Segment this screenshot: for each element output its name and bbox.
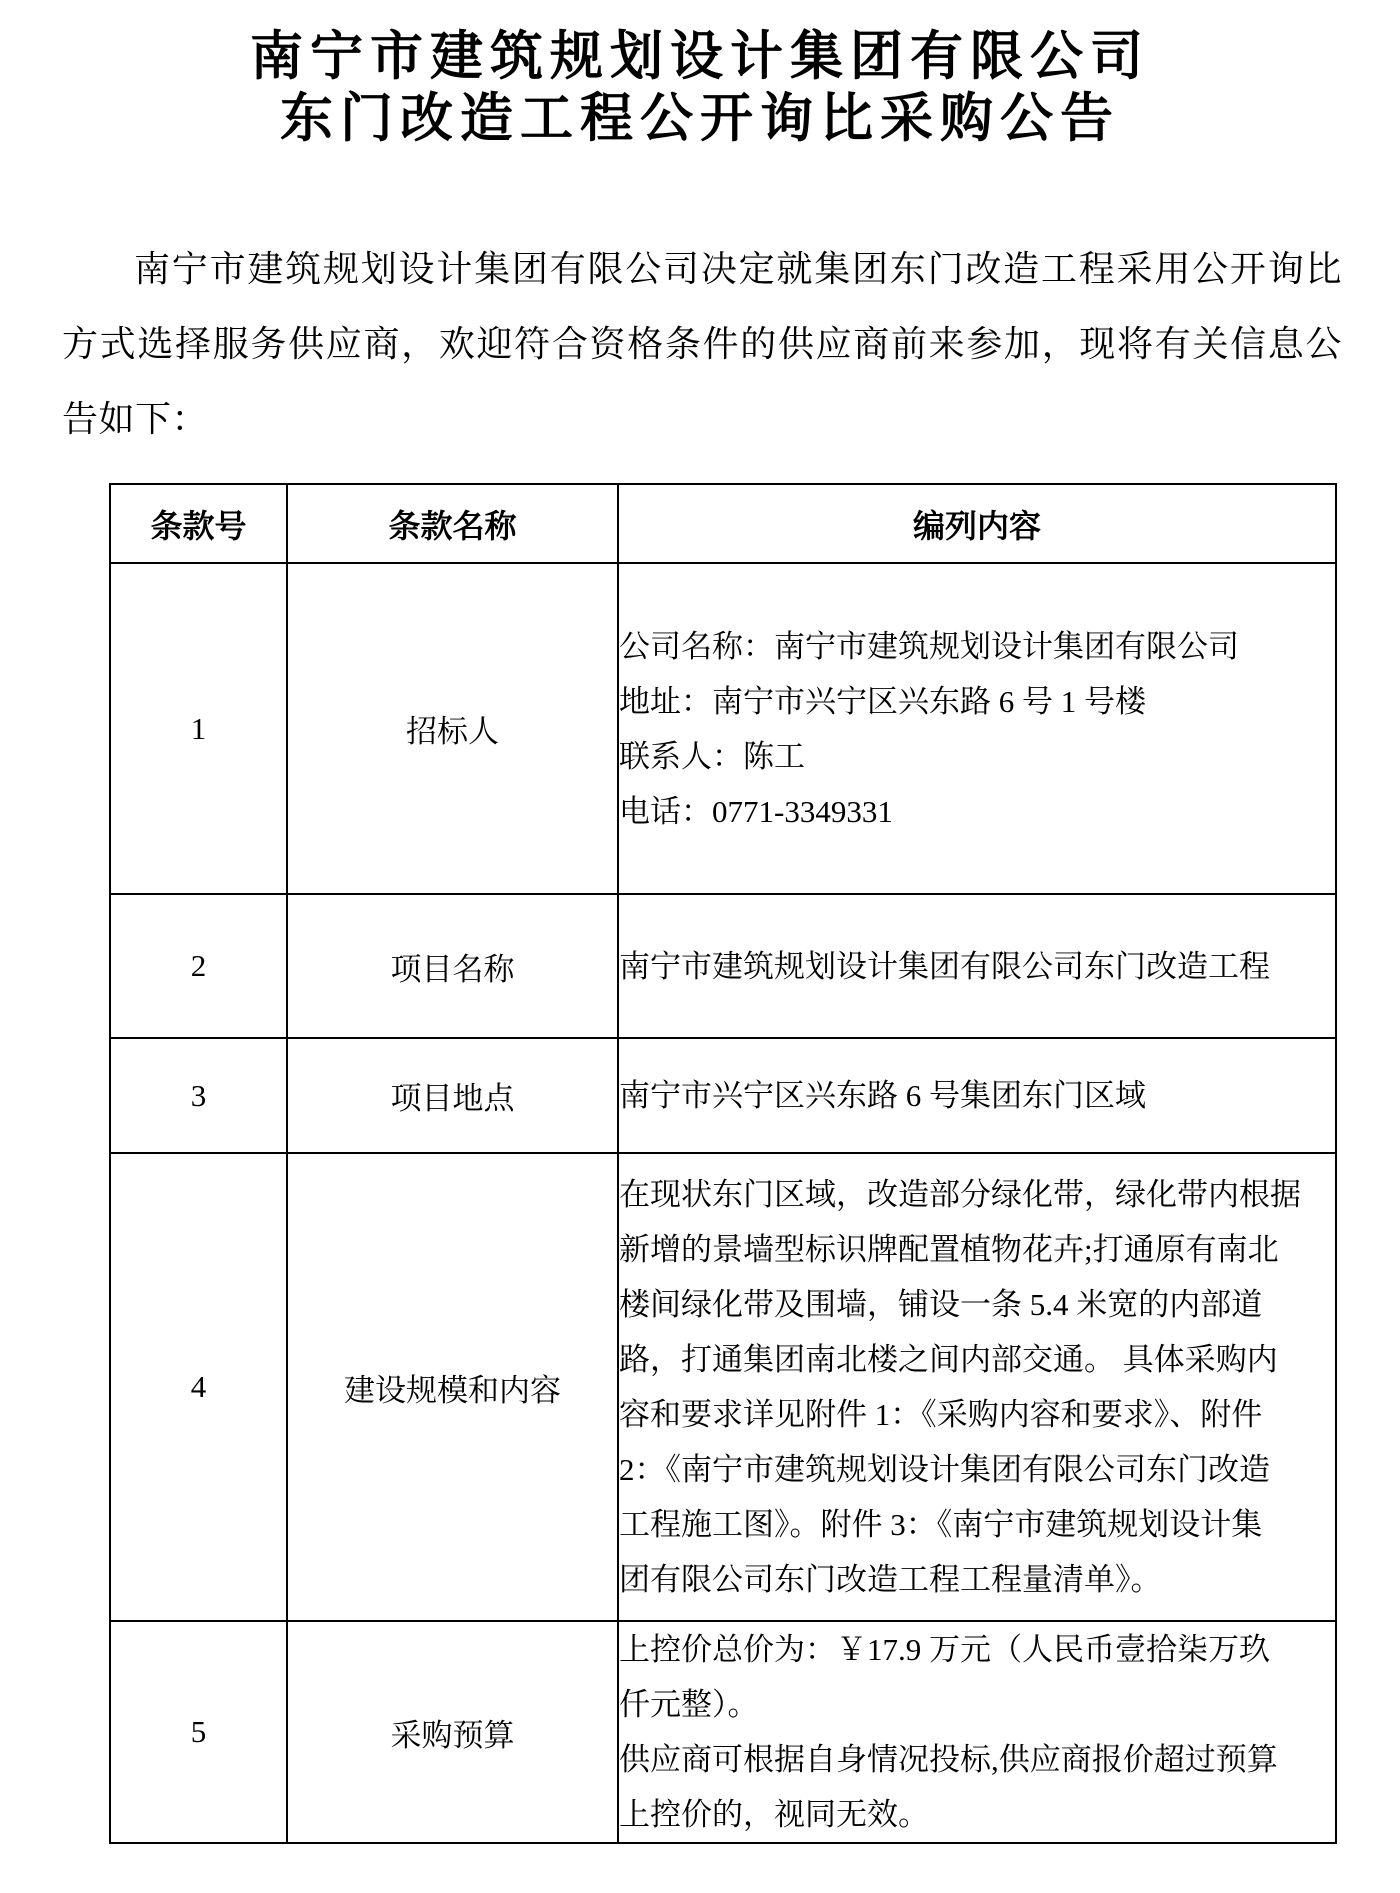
- intro-line: 方式选择服务供应商，欢迎符合资格条件的供应商前来参加，现将有关信息公: [62, 324, 1342, 364]
- content-line: 新增的景墙型标识牌配置植物花卉;打通原有南北: [619, 1232, 1279, 1267]
- clause-name: 建设规模和内容: [287, 1153, 618, 1621]
- content-line: 上控价总价为：￥17.9 万元（人民币壹拾柒万玖: [619, 1632, 1270, 1667]
- document-title: [0, 0, 1400, 150]
- clause-number: 3: [110, 1038, 287, 1153]
- header-clause-content: 编列内容: [618, 484, 1336, 563]
- clause-content: [618, 1038, 1336, 1153]
- intro-line: 南宁市建筑规划设计集团有限公司决定就集团东门改造工程采用公开询比: [134, 249, 1342, 289]
- table-row: [110, 563, 1336, 894]
- content-line: 2：《南宁市建筑规划设计集团有限公司东门改造: [619, 1452, 1270, 1487]
- clause-number: 4: [110, 1153, 287, 1621]
- content-line: 在现状东门区域，改造部分绿化带，绿化带内根据: [619, 1177, 1301, 1212]
- clause-name: 项目地点: [287, 1038, 618, 1153]
- content-line: 南宁市兴宁区兴东路 6 号集团东门区域: [619, 1078, 1146, 1113]
- clause-content: [618, 1153, 1336, 1621]
- clause-content: [618, 1621, 1336, 1843]
- header-clause-name: 条款名称: [287, 484, 618, 563]
- content-line: 电话：0771-3349331: [619, 793, 893, 829]
- intro-paragraph: [62, 232, 1342, 457]
- content-line: 上控价的，视同无效。: [619, 1797, 929, 1832]
- content-line: 南宁市建筑规划设计集团有限公司东门改造工程: [619, 948, 1270, 984]
- document-title-line-1: 南宁市建筑规划设计集团有限公司: [250, 28, 1150, 86]
- table-row: [110, 1038, 1336, 1153]
- clause-number: 5: [110, 1621, 287, 1843]
- clause-content: [618, 894, 1336, 1038]
- content-line: 地址：南宁市兴宁区兴东路 6 号 1 号楼: [619, 683, 1146, 719]
- table-row: [110, 1153, 1336, 1621]
- clauses-table: [109, 483, 1337, 1844]
- content-line: 供应商可根据自身情况投标,供应商报价超过预算: [619, 1742, 1278, 1777]
- table-row: [110, 894, 1336, 1038]
- clause-name: 项目名称: [287, 894, 618, 1038]
- document-title-line-2: 东门改造工程公开询比采购公告: [280, 90, 1120, 148]
- clause-name: 采购预算: [287, 1621, 618, 1843]
- clause-content: [618, 563, 1336, 894]
- content-line: 楼间绿化带及围墙，铺设一条 5.4 米宽的内部道: [619, 1287, 1263, 1322]
- clause-number: 1: [110, 563, 287, 894]
- content-line: 路，打通集团南北楼之间内部交通。 具体采购内: [619, 1342, 1278, 1377]
- clause-name: 招标人: [287, 563, 618, 894]
- content-line: 仟元整）。: [619, 1687, 759, 1722]
- content-line: 团有限公司东门改造工程工程量清单》。: [619, 1562, 1162, 1597]
- table-row: [110, 1621, 1336, 1843]
- content-line: 工程施工图》。附件 3：《南宁市建筑规划设计集: [619, 1507, 1263, 1542]
- header-clause-number: 条款号: [110, 484, 287, 563]
- content-line: 联系人：陈工: [619, 738, 805, 774]
- table-header-row: [110, 484, 1336, 563]
- content-line: 容和要求详见附件 1：《采购内容和要求》、附件: [619, 1397, 1263, 1432]
- content-line: 公司名称：南宁市建筑规划设计集团有限公司: [619, 628, 1239, 664]
- intro-line: 告如下：: [62, 399, 209, 439]
- clause-number: 2: [110, 894, 287, 1038]
